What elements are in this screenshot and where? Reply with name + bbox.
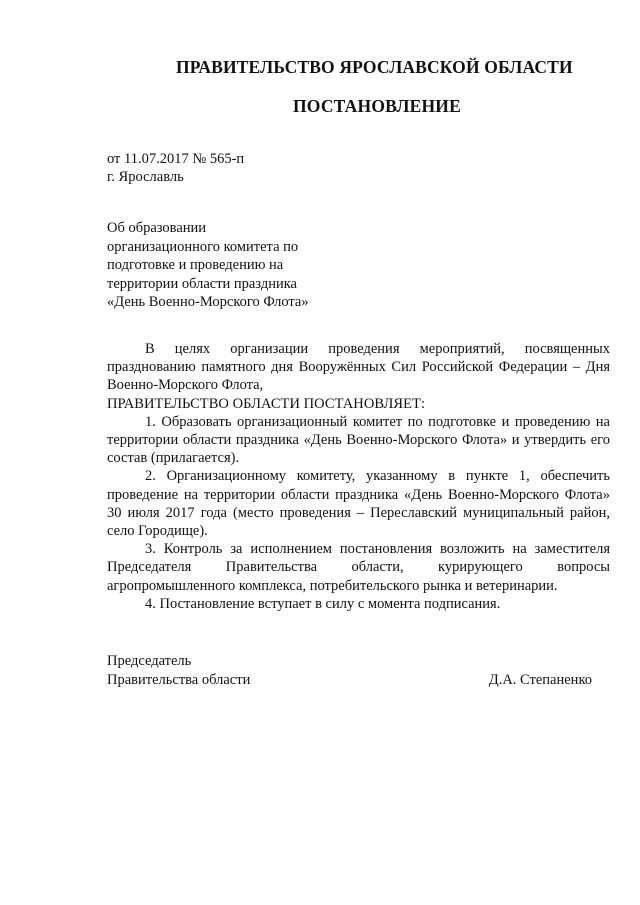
decree-item-1: 1. Образовать организационный комитет по подготовке и проведению на территории области праздника «День Военно-Морского Флота» и утвердить его состав (прилагается). [107, 413, 610, 467]
signatory-position-line1: Председатель [107, 653, 192, 669]
signatory-name: Д.А. Степаненко [488, 671, 592, 688]
document-authority-title: ПРАВИТЕЛЬСТВО ЯРОСЛАВСКОЙ ОБЛАСТИ [176, 57, 573, 77]
decree-item-3: 3. Контроль за исполнением постановления возложить на заместителя Председателя Правительства области, курирующего вопросы агропромышленного комплекса, потребительского рынка и ветеринарии. [107, 541, 610, 594]
decree-statement: ПРАВИТЕЛЬСТВО ОБЛАСТИ ПОСТАНОВЛЯЕТ: [107, 395, 426, 412]
decree-item-4: 4. Постановление вступает в силу с момента подписания. [145, 595, 501, 612]
subject-line: организационного комитета по [107, 238, 299, 255]
document-date-number: от 11.07.2017 № 565-п [107, 151, 245, 167]
subject-line: Об образовании [107, 220, 207, 236]
document-body [107, 340, 610, 613]
document-meta [107, 150, 244, 186]
preamble-paragraph: В целях организации проведения мероприятий, посвященных празднованию памятного дня Вооружённых Сил Российской Федерации – Дня Военно-Морского Флота, [107, 341, 610, 394]
subject-line: территории области праздника [107, 275, 297, 292]
signatory-position-line2: Правительства области [107, 671, 251, 688]
subject-line: «День Военно-Морского Флота» [107, 294, 309, 310]
document-city: г. Ярославль [107, 169, 184, 185]
decree-item-2: 2. Организационному комитету, указанному в пункте 1, обеспечить проведение на территории области праздника «День Военно-Морского Флота» 30 июля 2017 года (место проведения – Переславский муниципальный район, село Городище). [107, 468, 610, 540]
document-type-title: ПОСТАНОВЛЕНИЕ [293, 96, 461, 116]
signature-block [107, 652, 592, 689]
signature-row [107, 671, 592, 690]
document-subject [107, 219, 309, 312]
subject-line: подготовке и проведению на [107, 257, 284, 273]
